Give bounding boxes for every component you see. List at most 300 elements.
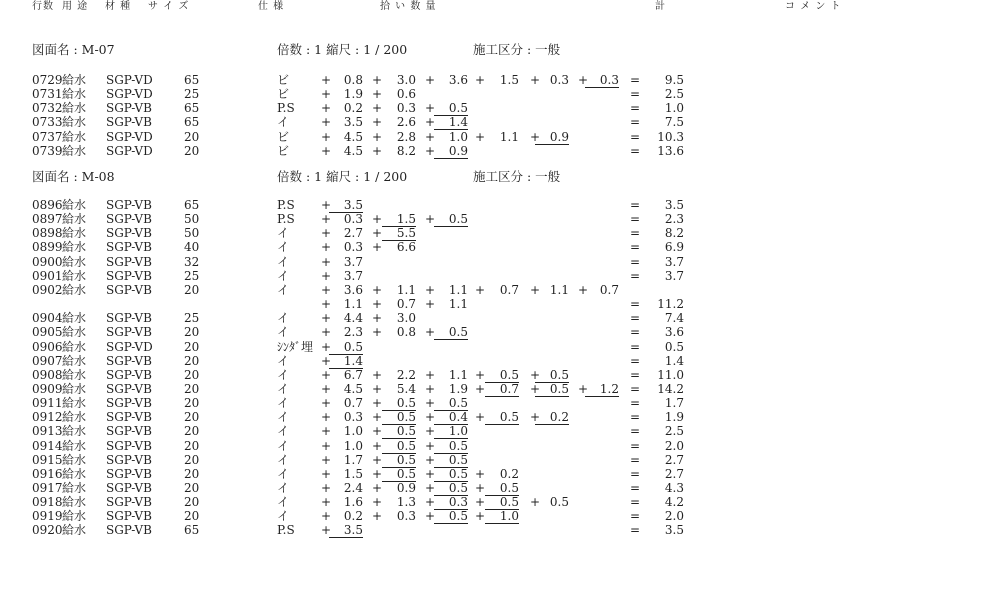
equals-sign: = bbox=[630, 101, 641, 116]
quantity-value: 0.5 bbox=[382, 453, 416, 468]
equals-sign: = bbox=[630, 226, 641, 241]
quantity-value: 8.2 bbox=[396, 143, 416, 158]
plus-sign: + bbox=[372, 129, 383, 144]
row-spec: イ bbox=[277, 438, 290, 453]
quantity-value: 0.5 bbox=[434, 467, 468, 482]
row-use: 給水 bbox=[62, 353, 87, 368]
plus-sign: + bbox=[321, 254, 332, 269]
row-use: 給水 bbox=[62, 325, 87, 340]
row-spec: イ bbox=[277, 381, 290, 396]
row-spec: イ bbox=[277, 481, 290, 495]
plus-sign: + bbox=[578, 73, 589, 87]
row-size: 20 bbox=[184, 367, 200, 382]
plus-sign: + bbox=[321, 381, 332, 396]
plus-sign: + bbox=[372, 311, 383, 326]
equals-sign: = bbox=[630, 481, 641, 495]
plus-sign: + bbox=[425, 325, 436, 340]
plus-sign: + bbox=[530, 381, 541, 396]
row-spec: ビ bbox=[277, 143, 290, 158]
plus-sign: + bbox=[321, 481, 332, 495]
plus-sign: + bbox=[425, 509, 436, 524]
row-total: 2.7 bbox=[664, 466, 684, 481]
equals-sign: = bbox=[630, 367, 641, 382]
quantity-value: 0.5 bbox=[382, 424, 416, 439]
equals-sign: = bbox=[630, 381, 641, 396]
quantity-value: 3.6 bbox=[448, 73, 468, 87]
header-total-label: 計 bbox=[655, 1, 666, 12]
row-use: 給水 bbox=[62, 129, 87, 144]
plus-sign: + bbox=[475, 129, 486, 144]
row-use: 給水 bbox=[62, 101, 87, 116]
quantity-value: 0.3 bbox=[396, 101, 416, 116]
row-material: SGP-VB bbox=[106, 424, 152, 439]
equals-sign: = bbox=[630, 87, 641, 102]
row-material: SGP-VB bbox=[106, 367, 152, 382]
plus-sign: + bbox=[425, 381, 436, 396]
row-size: 20 bbox=[184, 325, 200, 340]
quantity-value: 0.5 bbox=[382, 410, 416, 425]
plus-sign: + bbox=[425, 466, 436, 481]
plus-sign: + bbox=[321, 87, 332, 102]
row-size: 20 bbox=[184, 381, 200, 396]
row-total: 11.0 bbox=[657, 367, 684, 382]
plus-sign: + bbox=[578, 282, 589, 297]
row-total: 2.3 bbox=[664, 212, 684, 227]
row-total: 3.5 bbox=[664, 198, 684, 212]
row-spec: イ bbox=[277, 509, 290, 524]
quantity-value: 0.5 bbox=[434, 396, 468, 411]
quantity-value: 5.5 bbox=[382, 226, 416, 241]
quantity-value: 0.5 bbox=[434, 212, 468, 227]
row-number: 0917 bbox=[32, 481, 63, 495]
plus-sign: + bbox=[321, 311, 332, 326]
plus-sign: + bbox=[321, 523, 332, 538]
row-size: 65 bbox=[184, 115, 200, 130]
row-use: 給水 bbox=[62, 424, 87, 439]
row-number: 0733 bbox=[32, 115, 63, 130]
quantity-value: 1.9 bbox=[343, 87, 363, 102]
header-use-label: 用 途 bbox=[62, 1, 89, 12]
row-material: SGP-VB bbox=[106, 311, 152, 326]
row-material: SGP-VB bbox=[106, 325, 152, 340]
plus-sign: + bbox=[372, 325, 383, 340]
plus-sign: + bbox=[425, 438, 436, 453]
row-material: SGP-VB bbox=[106, 101, 152, 116]
row-number: 0737 bbox=[32, 129, 63, 144]
row-use: 給水 bbox=[62, 523, 87, 538]
quantity-value: 1.4 bbox=[434, 115, 468, 130]
row-spec: イ bbox=[277, 410, 290, 425]
row-use: 給水 bbox=[62, 226, 87, 241]
row-size: 25 bbox=[184, 311, 200, 326]
row-material: SGP-VB bbox=[106, 466, 152, 481]
quantity-value: 0.5 bbox=[434, 509, 468, 524]
plus-sign: + bbox=[372, 73, 383, 87]
quantity-value: 1.0 bbox=[448, 129, 468, 144]
quantity-value: 1.5 bbox=[499, 73, 519, 87]
equals-sign: = bbox=[630, 198, 641, 212]
quantity-value: 0.2 bbox=[343, 101, 363, 116]
quantity-value: 1.5 bbox=[382, 212, 416, 227]
header-quantity-label: 拾 い 数 量 bbox=[380, 1, 437, 12]
quantity-value: 4.5 bbox=[343, 143, 363, 158]
row-use: 給水 bbox=[62, 311, 87, 326]
plus-sign: + bbox=[475, 509, 486, 524]
row-number: 0919 bbox=[32, 509, 63, 524]
row-total: 2.0 bbox=[664, 509, 684, 524]
quantity-value: 0.7 bbox=[599, 282, 619, 297]
plus-sign: + bbox=[425, 452, 436, 467]
row-number: 0913 bbox=[32, 424, 63, 439]
section-2-scale-label: 倍数 : 1 縮尺 : 1 / 200 bbox=[277, 169, 408, 184]
quantity-value: 0.5 bbox=[535, 368, 569, 383]
plus-sign: + bbox=[475, 410, 486, 425]
quantity-value: 0.7 bbox=[485, 382, 519, 397]
row-spec: イ bbox=[277, 367, 290, 382]
quantity-value: 0.2 bbox=[343, 509, 363, 524]
quantity-value: 0.9 bbox=[535, 130, 569, 145]
quantity-value: 1.0 bbox=[343, 424, 363, 439]
row-use: 給水 bbox=[62, 466, 87, 481]
plus-sign: + bbox=[321, 466, 332, 481]
plus-sign: + bbox=[475, 282, 486, 297]
quantity-value: 1.1 bbox=[448, 282, 468, 297]
row-total: 3.6 bbox=[664, 325, 684, 340]
plus-sign: + bbox=[372, 87, 383, 102]
quantity-value: 2.8 bbox=[396, 129, 416, 144]
row-total: 1.7 bbox=[664, 396, 684, 411]
row-spec: イ bbox=[277, 424, 290, 439]
row-size: 25 bbox=[184, 268, 200, 283]
row-total: 2.5 bbox=[664, 87, 684, 102]
row-spec: P.S bbox=[277, 523, 295, 538]
row-number: 0732 bbox=[32, 101, 63, 116]
quantity-value: 0.9 bbox=[434, 144, 468, 159]
row-total: 0.5 bbox=[664, 339, 684, 354]
row-total: 1.0 bbox=[664, 101, 684, 116]
row-material: SGP-VD bbox=[106, 339, 153, 354]
row-number: 0920 bbox=[32, 523, 63, 538]
quantity-value: 1.0 bbox=[343, 438, 363, 453]
row-number: 0918 bbox=[32, 495, 63, 510]
quantity-value: 0.3 bbox=[549, 73, 569, 87]
quantity-value: 0.5 bbox=[434, 481, 468, 496]
quantity-value: 0.5 bbox=[329, 340, 363, 355]
row-material: SGP-VB bbox=[106, 282, 152, 297]
row-size: 20 bbox=[184, 438, 200, 453]
plus-sign: + bbox=[372, 410, 383, 425]
plus-sign: + bbox=[425, 212, 436, 227]
quantity-value: 3.5 bbox=[329, 198, 363, 213]
plus-sign: + bbox=[425, 282, 436, 297]
quantity-value: 4.5 bbox=[343, 381, 363, 396]
row-size: 65 bbox=[184, 73, 200, 87]
plus-sign: + bbox=[475, 466, 486, 481]
quantity-value: 0.3 bbox=[434, 495, 468, 510]
section-1-scale-label: 倍数 : 1 縮尺 : 1 / 200 bbox=[277, 42, 408, 57]
header-comment-label: コ メ ン ト bbox=[785, 1, 842, 12]
plus-sign: + bbox=[372, 424, 383, 439]
plus-sign: + bbox=[425, 115, 436, 130]
quantity-value: 0.3 bbox=[343, 410, 363, 425]
plus-sign: + bbox=[372, 367, 383, 382]
row-use: 給水 bbox=[62, 115, 87, 130]
plus-sign: + bbox=[425, 367, 436, 382]
row-use: 給水 bbox=[62, 509, 87, 524]
quantity-value: 0.7 bbox=[343, 396, 363, 411]
row-spec: イ bbox=[277, 268, 290, 283]
quantity-value: 0.2 bbox=[535, 410, 569, 425]
plus-sign: + bbox=[530, 410, 541, 425]
quantity-value: 0.7 bbox=[396, 297, 416, 312]
row-use: 給水 bbox=[62, 73, 87, 87]
row-size: 65 bbox=[184, 198, 200, 212]
header-size-label: サ イ ズ bbox=[148, 1, 190, 12]
row-material: SGP-VB bbox=[106, 254, 152, 269]
equals-sign: = bbox=[630, 129, 641, 144]
plus-sign: + bbox=[321, 325, 332, 340]
plus-sign: + bbox=[321, 509, 332, 524]
row-spec: イ bbox=[277, 282, 290, 297]
quantity-value: 0.3 bbox=[343, 212, 363, 227]
row-use: 給水 bbox=[62, 282, 87, 297]
quantity-value: 1.3 bbox=[396, 495, 416, 510]
quantity-value: 2.3 bbox=[343, 325, 363, 340]
row-size: 32 bbox=[184, 254, 200, 269]
row-use: 給水 bbox=[62, 452, 87, 467]
equals-sign: = bbox=[630, 509, 641, 524]
row-use: 給水 bbox=[62, 381, 87, 396]
row-total: 9.5 bbox=[664, 73, 684, 87]
row-spec: P.S bbox=[277, 101, 295, 116]
plus-sign: + bbox=[425, 495, 436, 510]
plus-sign: + bbox=[321, 367, 332, 382]
quantity-value: 5.4 bbox=[396, 381, 416, 396]
row-spec: イ bbox=[277, 353, 290, 368]
plus-sign: + bbox=[425, 143, 436, 158]
row-size: 20 bbox=[184, 339, 200, 354]
quantity-value: 0.5 bbox=[382, 396, 416, 411]
quantity-value: 0.5 bbox=[382, 439, 416, 454]
quantity-value: 0.5 bbox=[434, 101, 468, 116]
plus-sign: + bbox=[372, 226, 383, 241]
section-1-category-label: 施工区分 : 一般 bbox=[473, 42, 561, 57]
quantity-value: 3.7 bbox=[343, 254, 363, 269]
quantity-value: 0.5 bbox=[485, 481, 519, 496]
row-number: 0907 bbox=[32, 353, 63, 368]
row-spec: イ bbox=[277, 254, 290, 269]
plus-sign: + bbox=[321, 212, 332, 227]
row-total: 3.5 bbox=[664, 523, 684, 538]
row-use: 給水 bbox=[62, 495, 87, 510]
equals-sign: = bbox=[630, 268, 641, 283]
row-material: SGP-VB bbox=[106, 353, 152, 368]
quantity-value: 1.1 bbox=[396, 282, 416, 297]
section-2-drawing-label: 図面名 : M-08 bbox=[32, 169, 115, 184]
plus-sign: + bbox=[372, 495, 383, 510]
plus-sign: + bbox=[321, 268, 332, 283]
row-number: 0912 bbox=[32, 410, 63, 425]
quantity-value: 4.5 bbox=[343, 129, 363, 144]
quantity-value: 0.9 bbox=[396, 481, 416, 495]
row-size: 50 bbox=[184, 226, 200, 241]
plus-sign: + bbox=[321, 282, 332, 297]
plus-sign: + bbox=[475, 495, 486, 510]
row-total: 2.5 bbox=[664, 424, 684, 439]
plus-sign: + bbox=[321, 438, 332, 453]
row-number: 0916 bbox=[32, 466, 63, 481]
row-use: 給水 bbox=[62, 254, 87, 269]
plus-sign: + bbox=[372, 240, 383, 255]
plus-sign: + bbox=[578, 381, 589, 396]
row-number: 0911 bbox=[32, 396, 63, 411]
quantity-value: 1.9 bbox=[448, 381, 468, 396]
row-spec: ビ bbox=[277, 73, 290, 87]
plus-sign: + bbox=[321, 396, 332, 411]
row-total: 4.3 bbox=[664, 481, 684, 495]
row-spec: イ bbox=[277, 396, 290, 411]
equals-sign: = bbox=[630, 466, 641, 481]
plus-sign: + bbox=[530, 367, 541, 382]
row-size: 20 bbox=[184, 129, 200, 144]
plus-sign: + bbox=[321, 240, 332, 255]
row-number: 0904 bbox=[32, 311, 63, 326]
quantity-value: 3.0 bbox=[396, 73, 416, 87]
plus-sign: + bbox=[372, 282, 383, 297]
plus-sign: + bbox=[372, 115, 383, 130]
equals-sign: = bbox=[630, 254, 641, 269]
row-use: 給水 bbox=[62, 481, 87, 495]
row-spec: イ bbox=[277, 466, 290, 481]
quantity-value: 1.5 bbox=[343, 466, 363, 481]
row-material: SGP-VD bbox=[106, 87, 153, 102]
quantity-value: 0.3 bbox=[343, 240, 363, 255]
quantity-value: 1.1 bbox=[448, 367, 468, 382]
quantity-value: 0.3 bbox=[396, 509, 416, 524]
plus-sign: + bbox=[321, 353, 332, 368]
row-spec: イ bbox=[277, 226, 290, 241]
row-number: 0739 bbox=[32, 143, 63, 158]
row-material: SGP-VB bbox=[106, 396, 152, 411]
row-number: 0901 bbox=[32, 268, 63, 283]
row-size: 20 bbox=[184, 452, 200, 467]
equals-sign: = bbox=[630, 410, 641, 425]
quantity-value: 1.2 bbox=[585, 382, 619, 397]
row-size: 40 bbox=[184, 240, 200, 255]
row-material: SGP-VB bbox=[106, 410, 152, 425]
quantity-value: 1.7 bbox=[343, 452, 363, 467]
row-material: SGP-VB bbox=[106, 438, 152, 453]
header-spec-label: 仕 様 bbox=[258, 1, 285, 12]
row-material: SGP-VD bbox=[106, 73, 153, 87]
row-total: 7.4 bbox=[664, 311, 684, 326]
row-use: 給水 bbox=[62, 438, 87, 453]
quantity-value: 2.6 bbox=[396, 115, 416, 130]
row-spec: イ bbox=[277, 452, 290, 467]
row-size: 65 bbox=[184, 523, 200, 538]
row-spec: イ bbox=[277, 311, 290, 326]
row-size: 20 bbox=[184, 282, 200, 297]
quantity-value: 0.4 bbox=[434, 410, 468, 425]
row-number: 0914 bbox=[32, 438, 63, 453]
row-size: 20 bbox=[184, 481, 200, 495]
row-number: 0906 bbox=[32, 339, 63, 354]
quantity-value: 0.5 bbox=[485, 368, 519, 383]
quantity-value: 2.7 bbox=[343, 226, 363, 241]
row-use: 給水 bbox=[62, 87, 87, 102]
row-total: 1.4 bbox=[664, 353, 684, 368]
row-spec: P.S bbox=[277, 198, 295, 212]
equals-sign: = bbox=[630, 240, 641, 255]
quantity-value: 3.7 bbox=[343, 268, 363, 283]
quantity-value: 0.5 bbox=[382, 467, 416, 482]
plus-sign: + bbox=[321, 101, 332, 116]
plus-sign: + bbox=[321, 143, 332, 158]
plus-sign: + bbox=[321, 115, 332, 130]
plus-sign: + bbox=[321, 410, 332, 425]
row-total: 3.7 bbox=[664, 254, 684, 269]
quantity-value: 0.5 bbox=[549, 495, 569, 510]
quantity-value: 0.5 bbox=[434, 325, 468, 340]
section-2-category-label: 施工区分 : 一般 bbox=[473, 169, 561, 184]
row-material: SGP-VB bbox=[106, 509, 152, 524]
row-use: 給水 bbox=[62, 198, 87, 212]
plus-sign: + bbox=[372, 396, 383, 411]
row-size: 20 bbox=[184, 353, 200, 368]
row-material: SGP-VB bbox=[106, 212, 152, 227]
equals-sign: = bbox=[630, 212, 641, 227]
plus-sign: + bbox=[321, 73, 332, 87]
row-material: SGP-VB bbox=[106, 523, 152, 538]
row-spec: P.S bbox=[277, 212, 295, 227]
quantity-value: 2.2 bbox=[396, 367, 416, 382]
row-total: 2.7 bbox=[664, 452, 684, 467]
quantity-value: 1.0 bbox=[434, 424, 468, 439]
quantity-value: 3.5 bbox=[343, 115, 363, 130]
equals-sign: = bbox=[630, 297, 641, 312]
header-material-label: 材 種 bbox=[105, 1, 132, 12]
quantity-value: 0.5 bbox=[434, 453, 468, 468]
row-number: 0898 bbox=[32, 226, 63, 241]
quantity-value: 3.6 bbox=[343, 282, 363, 297]
quantity-value: 0.5 bbox=[485, 410, 519, 425]
row-material: SGP-VB bbox=[106, 240, 152, 255]
quantity-value: 1.1 bbox=[549, 282, 569, 297]
row-number: 0729 bbox=[32, 73, 63, 87]
plus-sign: + bbox=[425, 410, 436, 425]
plus-sign: + bbox=[321, 297, 332, 312]
equals-sign: = bbox=[630, 325, 641, 340]
quantity-value: 6.7 bbox=[343, 367, 363, 382]
row-number: 0909 bbox=[32, 381, 63, 396]
quantity-value: 0.8 bbox=[396, 325, 416, 340]
row-use: 給水 bbox=[62, 396, 87, 411]
quantity-value: 0.5 bbox=[485, 495, 519, 510]
quantity-value: 0.3 bbox=[585, 73, 619, 88]
plus-sign: + bbox=[530, 73, 541, 87]
quantity-value: 0.2 bbox=[499, 466, 519, 481]
row-number: 0897 bbox=[32, 212, 63, 227]
row-number: 0915 bbox=[32, 452, 63, 467]
row-use: 給水 bbox=[62, 268, 87, 283]
plus-sign: + bbox=[372, 297, 383, 312]
quantity-value: 0.8 bbox=[343, 73, 363, 87]
plus-sign: + bbox=[425, 481, 436, 495]
quantity-value: 0.5 bbox=[535, 382, 569, 397]
row-number: 0731 bbox=[32, 87, 63, 102]
plus-sign: + bbox=[321, 198, 332, 212]
plus-sign: + bbox=[475, 481, 486, 495]
